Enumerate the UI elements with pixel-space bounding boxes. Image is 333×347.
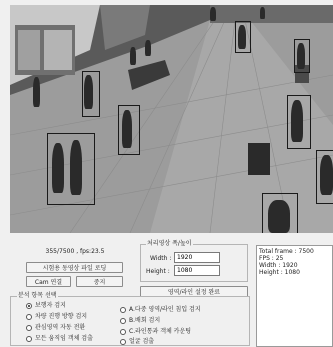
detection-box bbox=[294, 39, 310, 73]
video-frame[interactable] bbox=[10, 5, 333, 233]
width-text: Width : 1920 bbox=[259, 262, 298, 269]
option-roi-auto[interactable]: 관심영역 자동 전환 bbox=[26, 324, 85, 332]
pedestrian bbox=[210, 7, 216, 21]
radio-icon[interactable] bbox=[120, 318, 126, 324]
radio-icon[interactable] bbox=[26, 336, 32, 342]
pedestrian bbox=[145, 40, 151, 56]
width-label: Width : bbox=[150, 255, 172, 262]
detection-box bbox=[47, 133, 95, 205]
info-panel bbox=[256, 245, 333, 347]
option-face-detection[interactable]: 얼굴 검출 bbox=[120, 338, 154, 346]
fps-text: FPS : 25 bbox=[259, 255, 284, 262]
option-line-counting[interactable]: C.라인통과 객체 카운팅 bbox=[120, 328, 191, 336]
detection-box bbox=[235, 21, 251, 53]
pedestrian bbox=[260, 7, 265, 19]
detection-box bbox=[316, 150, 333, 204]
radio-icon[interactable] bbox=[120, 339, 126, 345]
detection-box bbox=[262, 193, 298, 233]
option-all-motion[interactable]: 모든 움직임 객체 검출 bbox=[26, 335, 93, 343]
detection-box bbox=[287, 95, 311, 149]
radio-selected-icon[interactable] bbox=[26, 303, 32, 309]
pedestrian bbox=[33, 77, 40, 107]
analysis-group-title: 분석 항목 선택 bbox=[18, 292, 57, 299]
detection-box bbox=[82, 71, 100, 117]
option-loitering[interactable]: B.배회 검지 bbox=[120, 317, 160, 325]
stop-button[interactable]: 중지 bbox=[76, 276, 123, 287]
total-frame-text: Total frame : 7500 bbox=[259, 248, 314, 255]
radio-icon[interactable] bbox=[120, 307, 126, 313]
option-vehicle-direction[interactable]: 차량 진행 방향 검지 bbox=[26, 313, 87, 321]
cam-connect-button[interactable]: Cam 연결 bbox=[26, 276, 71, 287]
height-text: Height : 1080 bbox=[259, 269, 300, 276]
option-pedestrian[interactable]: 보행자 검지 bbox=[26, 302, 66, 310]
radio-icon[interactable] bbox=[26, 314, 32, 320]
radio-icon[interactable] bbox=[120, 329, 126, 335]
frame-fps-status: 355/7500 , fps:23.5 bbox=[45, 248, 105, 255]
detection-box bbox=[118, 105, 140, 155]
pedestrian bbox=[130, 47, 136, 65]
width-input[interactable] bbox=[174, 252, 220, 263]
height-input[interactable] bbox=[174, 265, 220, 276]
option-intrusion[interactable]: A.다중 영역/라인 침입 검지 bbox=[120, 306, 201, 314]
resolution-groupbox bbox=[140, 244, 248, 282]
radio-icon[interactable] bbox=[26, 325, 32, 331]
region-done-button[interactable]: 영역/라인 설정 완료 bbox=[140, 286, 248, 297]
height-label: Height : bbox=[146, 268, 170, 275]
resolution-group-title: 처리영상 폭/높이 bbox=[147, 240, 192, 247]
load-video-button[interactable]: 시험용 동영상 파일 로딩 bbox=[26, 262, 123, 273]
